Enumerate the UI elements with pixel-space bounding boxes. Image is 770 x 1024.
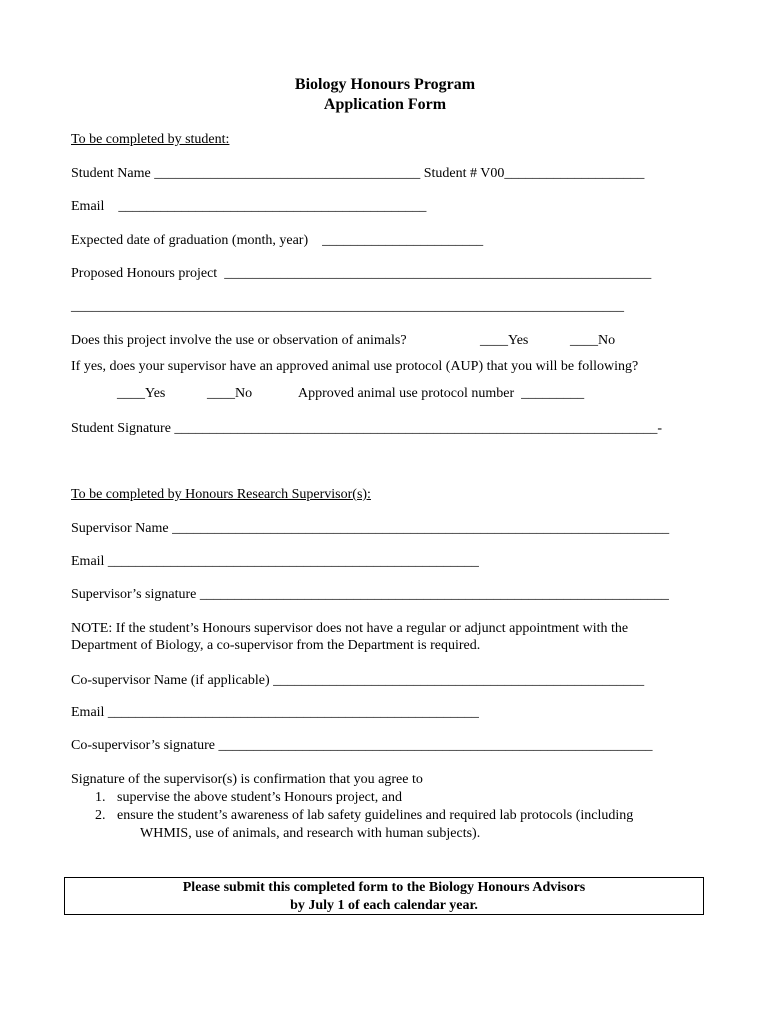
- student-signature-field[interactable]: Student Signature _____________________________________________________________________-: [71, 421, 663, 436]
- graduation-date-field[interactable]: Expected date of graduation (month, year) _______________________: [71, 233, 484, 248]
- confirmation-item2-line2: WHMIS, use of animals, and research with human subjects).: [140, 826, 481, 841]
- aup-yes-option[interactable]: ____Yes: [117, 386, 166, 401]
- student-section-heading: To be completed by student:: [71, 132, 230, 147]
- submission-notice-line2: by July 1 of each calendar year.: [290, 898, 478, 913]
- animals-yes-option[interactable]: ____Yes: [480, 333, 529, 348]
- animals-question: Does this project involve the use or observation of animals?: [71, 333, 407, 348]
- note-line1: NOTE: If the student’s Honours supervisor does not have a regular or adjunct appointment with the: [71, 621, 629, 636]
- submission-notice-box: [64, 877, 704, 915]
- note-line2: Department of Biology, a co-supervisor from the Department is required.: [71, 638, 481, 653]
- cosupervisor-signature-field[interactable]: Co-supervisor’s signature ______________________________________________________________: [71, 738, 653, 753]
- submission-notice-line1: Please submit this completed form to the Biology Honours Advisors: [182, 880, 586, 895]
- cosupervisor-email-field[interactable]: Email _____________________________________________________: [71, 705, 479, 720]
- animals-no-option[interactable]: ____No: [570, 333, 616, 348]
- confirmation-intro: Signature of the supervisor(s) is confirmation that you agree to: [71, 772, 423, 787]
- form-title-line1: Biology Honours Program: [294, 76, 476, 93]
- confirmation-item2-line1: ensure the student’s awareness of lab safety guidelines and required lab protocols (including: [117, 808, 634, 823]
- proposed-project-field-line2[interactable]: _______________________________________________________________________________: [71, 299, 624, 314]
- student-name-field[interactable]: Student Name ______________________________________ Student # V00____________________: [71, 166, 645, 181]
- proposed-project-field[interactable]: Proposed Honours project _____________________________________________________________: [71, 266, 652, 281]
- aup-no-option[interactable]: ____No: [207, 386, 253, 401]
- form-title-line2: Application Form: [323, 96, 447, 113]
- aup-question: If yes, does your supervisor have an approved animal use protocol (AUP) that you will be following?: [71, 359, 639, 374]
- aup-number-field[interactable]: Approved animal use protocol number _________: [298, 386, 585, 401]
- supervisor-signature-field[interactable]: Supervisor’s signature ___________________________________________________________________: [71, 587, 669, 602]
- confirmation-item2-number: 2.: [95, 808, 106, 823]
- supervisor-section-heading: To be completed by Honours Research Supervisor(s):: [71, 487, 371, 502]
- supervisor-email-field[interactable]: Email _____________________________________________________: [71, 554, 479, 569]
- confirmation-item1-number: 1.: [95, 790, 106, 805]
- student-email-field[interactable]: Email ____________________________________________: [71, 199, 427, 214]
- confirmation-item1: supervise the above student’s Honours project, and: [117, 790, 402, 805]
- cosupervisor-name-field[interactable]: Co-supervisor Name (if applicable) _____________________________________________________: [71, 673, 645, 688]
- supervisor-name-field[interactable]: Supervisor Name _______________________________________________________________________: [71, 521, 670, 536]
